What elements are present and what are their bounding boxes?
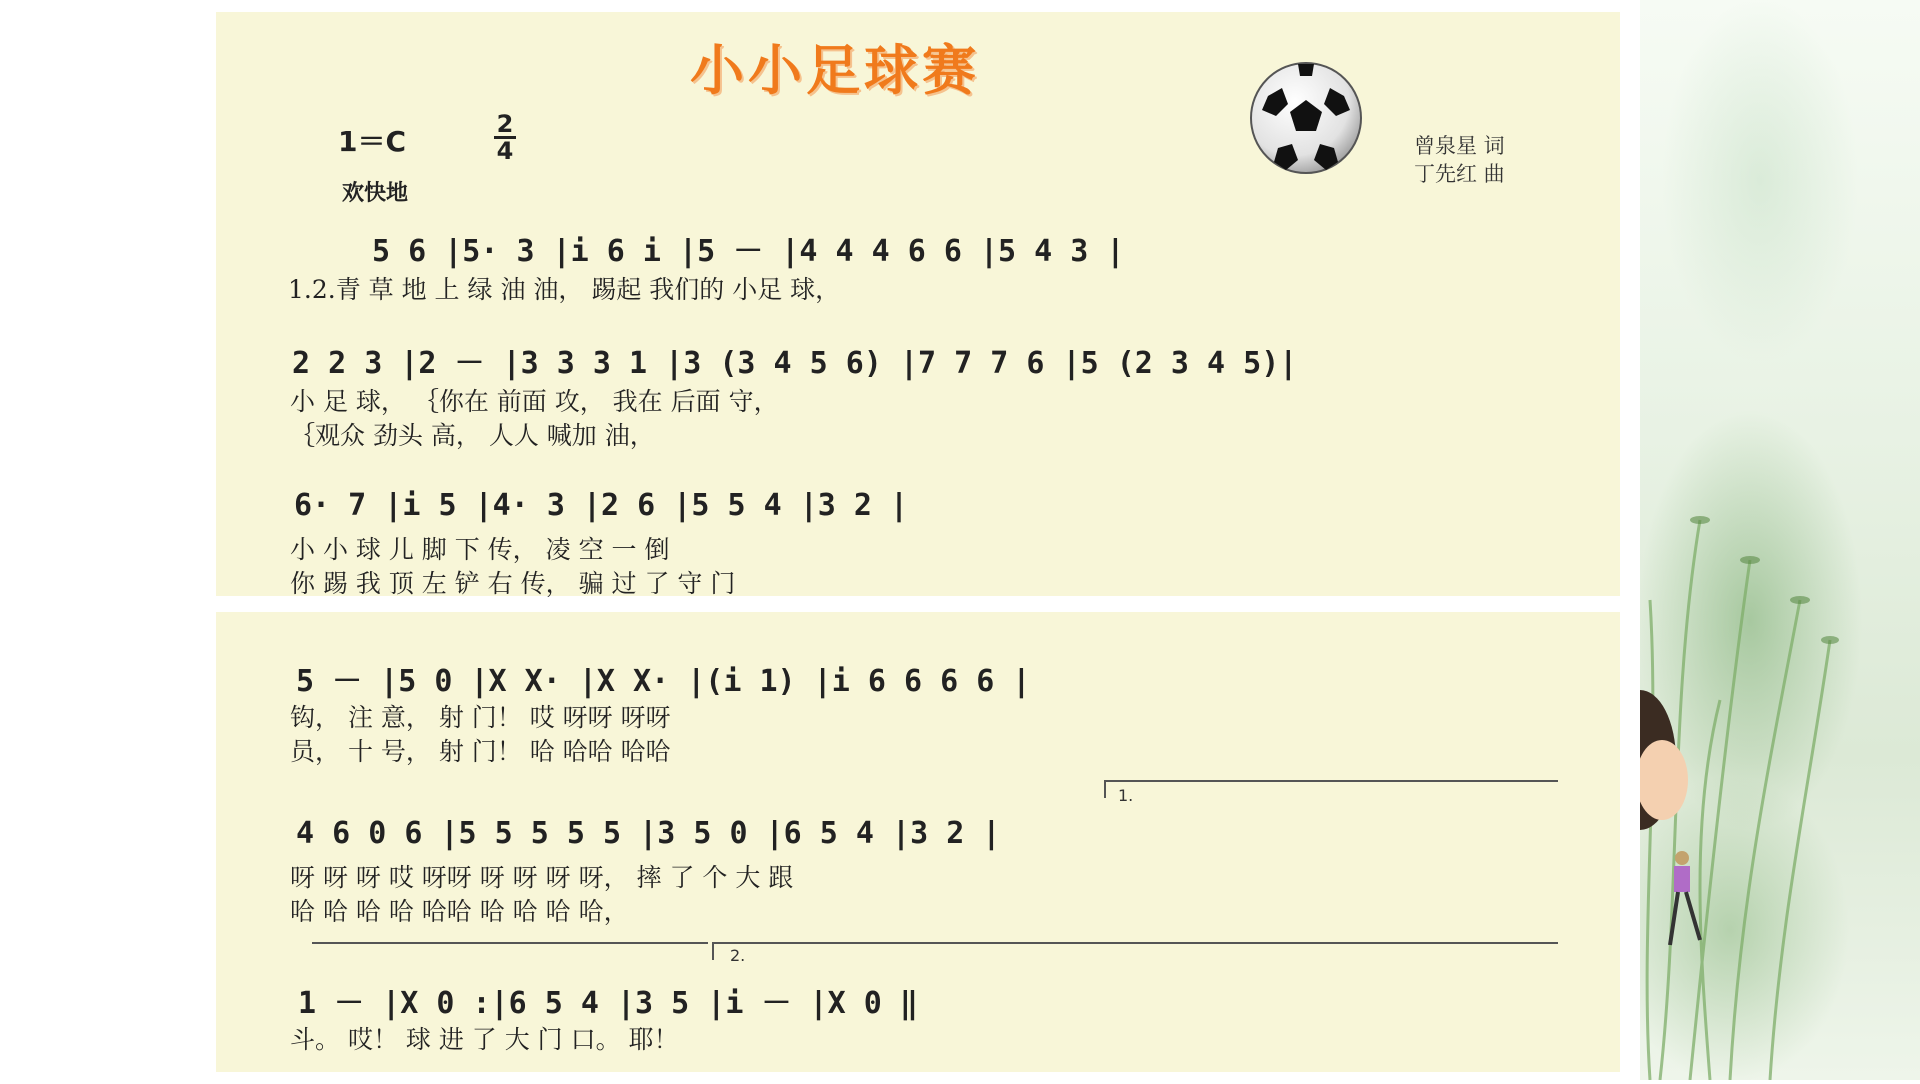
time-signature xyxy=(494,112,516,163)
row-4-lyrics-verse1: 钩， 注 意， 射 门！ 哎 呀呀 呀呀 xyxy=(290,703,671,732)
key-signature: 1＝C xyxy=(338,125,407,158)
row-5-notes: 4 6 0 6 |5 5 5 5 5 |3 5 0 |6 5 4 |3 2 | xyxy=(296,816,1001,851)
row-2-lyrics-verse2: ｛观众 劲头 高， 人人 喊加 油， xyxy=(290,421,655,450)
first-ending-bracket-left xyxy=(1104,780,1106,798)
time-signature-bottom: 4 xyxy=(496,137,514,165)
row-3-lyrics-verse2: 你 踢 我 顶 左 铲 右 传， 骗 过 了 守 门 xyxy=(290,569,736,598)
row-3-lyrics-verse1: 小 小 球 儿 脚 下 传， 凌 空 一 倒 xyxy=(290,535,670,564)
row-3-notes: 6· 7 |i 5 |4· 3 |2 6 |5 5 4 |3 2 | xyxy=(294,488,909,523)
row-2-notes: 2 2 3 |2 － |3 3 3 1 |3 (3 4 5 6) |7 7 7 6 |5 (2 3 4 5)| xyxy=(292,346,1298,381)
decorative-grass-background xyxy=(1640,0,1920,1080)
row-4-lyrics-verse2: 员， 十 号， 射 门！ 哈 哈哈 哈哈 xyxy=(290,737,671,766)
repeat-line xyxy=(312,942,708,944)
second-ending-label: 2. xyxy=(730,946,746,965)
second-ending-bracket-left xyxy=(712,942,714,960)
row-5-lyrics-verse2: 哈 哈 哈 哈 哈哈 哈 哈 哈 哈， xyxy=(290,897,629,926)
row-6-lyrics: 斗。 哎！ 球 进 了 大 门 口。 耶！ xyxy=(290,1025,679,1054)
time-signature-top: 2 xyxy=(496,110,514,138)
first-ending-bracket xyxy=(1104,780,1558,782)
tempo-marking: 欢快地 xyxy=(342,181,409,206)
row-5-lyrics-verse1: 呀 呀 呀 哎 呀呀 呀 呀 呀 呀， 摔 了 个 大 跟 xyxy=(290,863,794,892)
row-1-notes: 5 6 |5· 3 |i 6 i |5 － |4 4 4 6 6 |5 4 3 | xyxy=(372,234,1125,269)
row-4-notes: 5 － |5 0 |X X· |X X· |(i 1) |i 6 6 6 6 | xyxy=(296,664,1031,699)
row-6-notes: 1 － |X 0 :|6 5 4 |3 5 |i － |X 0 ‖ xyxy=(298,986,918,1021)
lyricist-credit: 曾泉星 词 xyxy=(1414,134,1505,158)
row-2-lyrics-verse1: 小 足 球， ｛你在 前面 攻， 我在 后面 守， xyxy=(290,387,779,416)
song-title: 小小足球赛 xyxy=(690,39,980,102)
soccer-ball-icon xyxy=(1248,60,1364,176)
grass-illustration xyxy=(1640,0,1920,1080)
first-ending-label: 1. xyxy=(1118,786,1134,805)
row-1-lyrics: 1.2.青 草 地 上 绿 油 油， 踢起 我们的 小足 球， xyxy=(288,275,841,304)
composer-credit: 丁先红 曲 xyxy=(1414,162,1505,186)
second-ending-bracket xyxy=(712,942,1558,944)
